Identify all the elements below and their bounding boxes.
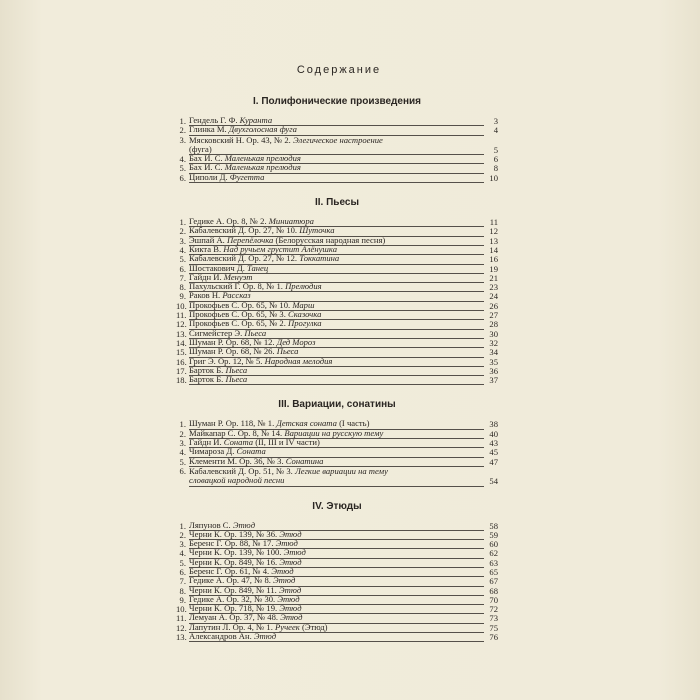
composer-opus: Прокофьев С. Ор. 65, № 2.: [189, 319, 289, 329]
entry-number: 3.: [179, 539, 186, 550]
entry-page: 65: [489, 566, 498, 577]
composer-opus: Бах И. С.: [189, 154, 225, 164]
work-title: Этюд: [279, 604, 302, 614]
entry-number: 4.: [179, 154, 186, 165]
composer-opus: Лемуан А. Ор. 37, № 48.: [189, 613, 281, 623]
entry-number: 6.: [179, 172, 186, 183]
composer-opus: Шостакович Д.: [189, 263, 247, 273]
toc-entry: [176, 174, 498, 183]
entry-page: 26: [489, 300, 498, 311]
composer-opus: Гедике А. Ор. 32, № 30.: [189, 594, 278, 604]
work-title-continued: (фуга): [189, 144, 212, 154]
entry-page: 3: [493, 116, 498, 126]
composer-opus: Прокофьев С. Ор. 65, № 10.: [189, 300, 293, 310]
section-title: II. Пьесы: [315, 197, 359, 209]
entry-number: 8.: [179, 585, 186, 596]
work-title: Куранта: [239, 116, 273, 125]
work-title: Двухголосная фуга: [228, 125, 297, 135]
work-title: Соната: [236, 447, 266, 457]
work-note: (Белорусская народная песня): [273, 235, 386, 245]
entry-page: 60: [489, 539, 498, 550]
work-title: Фугетта: [229, 172, 265, 182]
work-title: Этюд: [275, 539, 298, 549]
entry-number: 4.: [179, 447, 186, 458]
composer-opus: Барток Б.: [189, 375, 226, 385]
entry-number: 14.: [176, 337, 187, 348]
composer-opus: Барток Б.: [189, 365, 226, 375]
entry-number: 17.: [176, 365, 187, 376]
entry-number: 13.: [176, 632, 187, 643]
entry-number: 1.: [179, 520, 186, 531]
work-title: Перепёлочка: [226, 235, 274, 245]
work-title: Пьеса: [244, 328, 267, 338]
toc-section: [176, 197, 498, 385]
work-title: Ручеек: [275, 622, 300, 632]
entry-page: 40: [489, 428, 498, 439]
entry-page: 5: [493, 144, 498, 155]
composer-opus: Майкапар С. Ор. 8, № 14.: [189, 428, 285, 438]
work-title: Менуэт: [223, 272, 253, 282]
section-title: IV. Этюды: [312, 500, 362, 512]
entry-text: [189, 136, 484, 145]
toc-section: [176, 96, 498, 183]
section-title: III. Вариации, сонатины: [278, 399, 396, 411]
entry-page: 35: [489, 356, 498, 367]
entry-number: 2.: [179, 125, 186, 136]
composer-opus: Глинка М.: [189, 125, 229, 135]
toc-sections: [176, 96, 498, 642]
entry-number: 3.: [179, 134, 186, 145]
work-title: Дед Мороз: [276, 337, 316, 347]
entry-page: 72: [489, 604, 498, 615]
entry-page: 14: [489, 244, 498, 255]
composer-opus: Ляпунов С.: [189, 520, 233, 530]
table-of-contents: [176, 64, 498, 656]
entry-page: 76: [489, 632, 498, 643]
entry-page: 23: [489, 282, 498, 293]
entry-page: 32: [489, 337, 498, 348]
entry-page: 12: [489, 226, 498, 237]
work-title: Марш: [292, 300, 315, 310]
entry-text-continued: [189, 476, 484, 486]
composer-opus: Гедике А. Ор. 47, № 8.: [189, 576, 274, 586]
composer-opus: Кикта В.: [189, 244, 224, 254]
composer-opus: Шуман Р. Ор. 68, № 26.: [189, 347, 277, 357]
entry-page: 73: [489, 613, 498, 624]
composer-opus: Мясковский Н. Ор. 43, № 2.: [189, 135, 293, 145]
entry-page: 13: [489, 235, 498, 246]
work-note: (I часть): [336, 419, 370, 429]
work-title: Этюд: [278, 585, 302, 595]
composer-opus: Клементи М. Ор. 36, № 3.: [189, 456, 286, 466]
composer-opus: Беренс Г. Ор. 88, № 17.: [189, 539, 276, 549]
entry-number: 16.: [176, 356, 187, 367]
entry-page: 37: [489, 375, 498, 386]
entry-page: 59: [489, 529, 498, 540]
work-title: Над ручьем грустит Алёнушка: [223, 244, 337, 254]
toc-entry: [176, 126, 498, 135]
entry-page: 38: [489, 419, 498, 430]
toc-entry: [176, 458, 498, 467]
entry-number: 2.: [179, 529, 186, 540]
entry-number: 7.: [179, 576, 186, 587]
entry-number: 11.: [176, 613, 187, 624]
work-title: Соната: [223, 438, 254, 448]
work-title: Сказочка: [288, 310, 322, 320]
work-title: Этюд: [273, 576, 296, 586]
composer-opus: Григ Э. Ор. 12, № 5.: [189, 356, 265, 366]
entry-page: 54: [489, 476, 498, 487]
section-title: I. Полифонические произведения: [253, 96, 421, 107]
composer-opus: Черни К. Ор. 139, № 100.: [189, 548, 284, 558]
entry-page: 16: [489, 254, 498, 265]
composer-opus: Кабалевский Д. Ор. 51, № 3.: [189, 466, 295, 476]
entry-number: 6.: [179, 566, 186, 577]
work-title-continued: словацкой народной песни: [189, 476, 285, 486]
entry-number: 2.: [179, 226, 186, 237]
entry-page: 30: [489, 328, 498, 339]
work-note: (Этюд): [299, 622, 328, 632]
toc-section: [176, 399, 498, 486]
entry-number: 3.: [179, 235, 186, 246]
composer-opus: Гедике А. Ор. 8, № 2.: [189, 217, 269, 227]
work-title: Прелюдия: [285, 282, 322, 292]
entry-number: 9.: [179, 594, 186, 605]
entry-page: 47: [489, 456, 498, 467]
entry-text: [189, 632, 484, 642]
entry-page: 36: [489, 365, 498, 376]
entry-page: 67: [489, 576, 498, 587]
entry-number: 12.: [176, 622, 187, 633]
entry-text: [189, 467, 484, 476]
composer-opus: Александров Ан.: [189, 632, 254, 642]
entry-number: 6.: [179, 263, 186, 274]
entry-number: 10.: [176, 300, 187, 311]
composer-opus: Черни К. Ор. 849, № 11.: [189, 585, 279, 595]
entry-page: 4: [493, 125, 498, 136]
entry-page: 70: [489, 594, 498, 605]
entry-page: 24: [489, 291, 498, 302]
toc-section: [176, 501, 498, 643]
entry-page: 62: [489, 548, 498, 559]
entry-page: 75: [489, 622, 498, 633]
composer-opus: Кабалевский Д. Ор. 27, № 10.: [189, 226, 300, 236]
work-title: Прогулка: [288, 319, 322, 329]
page-title: Содержание: [296, 64, 382, 76]
composer-opus: Циполи Д.: [189, 172, 230, 182]
entry-page: 19: [489, 263, 498, 274]
work-title: Детская соната: [276, 419, 337, 429]
entry-page: 28: [489, 319, 498, 330]
composer-opus: Сигмейстер Э.: [189, 328, 245, 338]
entry-number: 5.: [179, 163, 186, 174]
entry-number: 12.: [176, 319, 187, 330]
work-title: Сонатина: [285, 456, 324, 466]
toc-entry: [176, 467, 498, 487]
composer-opus: Пахульский Г. Ор. 8, № 1.: [189, 282, 286, 292]
entry-page: 63: [489, 557, 498, 568]
entry-page: 27: [489, 310, 498, 321]
composer-opus: Шуман Р. Ор. 68, № 12.: [189, 337, 277, 347]
composer-opus: Бах И. С.: [189, 163, 225, 173]
work-title: Маленькая прелюдия: [224, 163, 301, 173]
entry-number: 15.: [176, 347, 187, 358]
work-title: Рассказ: [222, 291, 251, 301]
entry-page: 45: [489, 447, 498, 458]
entry-text: [189, 375, 484, 385]
entry-page: 10: [489, 172, 498, 183]
entry-page: 21: [489, 272, 498, 283]
entry-page: 34: [489, 347, 498, 358]
toc-entry: [176, 376, 498, 385]
composer-opus: Чимароза Д.: [189, 447, 237, 457]
work-title: Маленькая прелюдия: [224, 154, 301, 164]
work-title: Этюд: [271, 566, 294, 576]
entry-text: [189, 125, 484, 135]
work-title: Миниатюра: [268, 217, 314, 227]
composer-opus: Черни К. Ор. 849, № 16.: [189, 557, 280, 567]
composer-opus: Гайдн И.: [189, 438, 224, 448]
work-title: Легкие вариации на тему: [294, 466, 388, 476]
work-title: Пьеса: [225, 365, 248, 375]
entry-number: 1.: [179, 217, 186, 228]
composer-opus: Лапутин Л. Ор. 4, № 1.: [189, 622, 275, 632]
entry-text: [189, 457, 484, 467]
entry-number: 7.: [179, 272, 186, 283]
entry-page: 11: [489, 217, 498, 228]
entry-page: 8: [493, 163, 498, 174]
composer-opus: Гендель Г. Ф.: [189, 116, 240, 125]
toc-entry: [176, 633, 498, 642]
composer-opus: Прокофьев С. Ор. 65, № 3.: [189, 310, 289, 320]
work-title: Элегическое настроение: [292, 135, 383, 145]
work-title: Этюд: [280, 613, 303, 623]
entry-number: 18.: [176, 375, 187, 386]
work-title: Пьеса: [225, 375, 248, 385]
entry-number: 1.: [179, 116, 186, 126]
entry-number: 8.: [179, 282, 186, 293]
work-title: Этюд: [277, 594, 300, 604]
entry-number: 11.: [176, 310, 187, 321]
entry-number: 10.: [176, 604, 187, 615]
entry-number: 4.: [179, 244, 186, 255]
composer-opus: Гайдн И.: [189, 272, 224, 282]
work-title: Этюд: [279, 529, 302, 539]
entry-number: 3.: [179, 438, 186, 449]
entry-page: 68: [489, 585, 498, 596]
entry-page: 43: [489, 438, 498, 449]
work-title: Вариации на русскую тему: [284, 428, 384, 438]
entry-page: 58: [489, 520, 498, 531]
composer-opus: Кабалевский Д. Ор. 27, № 12.: [189, 254, 300, 264]
work-title: Этюд: [283, 548, 306, 558]
entry-number: 13.: [176, 328, 187, 339]
entry-number: 2.: [179, 428, 186, 439]
entry-number: 5.: [179, 456, 186, 467]
entry-page: 6: [493, 154, 498, 165]
entry-number: 6.: [179, 465, 186, 476]
composer-opus: Черни К. Ор. 139, № 36.: [189, 529, 280, 539]
entry-number: 5.: [179, 557, 186, 568]
work-note: (II, III и IV части): [253, 438, 320, 448]
work-title: Танец: [247, 263, 269, 273]
entry-number: 5.: [179, 254, 186, 265]
work-title: Этюд: [253, 632, 277, 642]
work-title: Пьеса: [276, 347, 299, 357]
entry-number: 1.: [179, 419, 186, 430]
work-title: Токкатина: [299, 254, 340, 264]
entry-text: [189, 173, 484, 183]
composer-opus: Эшпай А.: [189, 235, 227, 245]
work-title: Шуточка: [299, 226, 335, 236]
composer-opus: Беренс Г. Ор. 61, № 4.: [189, 566, 272, 576]
entry-number: 9.: [179, 291, 186, 302]
work-title: Этюд: [232, 520, 256, 530]
composer-opus: Раков Н.: [189, 291, 223, 301]
work-title: Народная мелодия: [264, 356, 333, 366]
entry-number: 4.: [179, 548, 186, 559]
composer-opus: Черни К. Ор. 718, № 19.: [189, 604, 280, 614]
composer-opus: Шуман Р. Ор. 118, № 1.: [189, 419, 277, 429]
toc-entry: [176, 136, 498, 156]
work-title: Этюд: [279, 557, 302, 567]
